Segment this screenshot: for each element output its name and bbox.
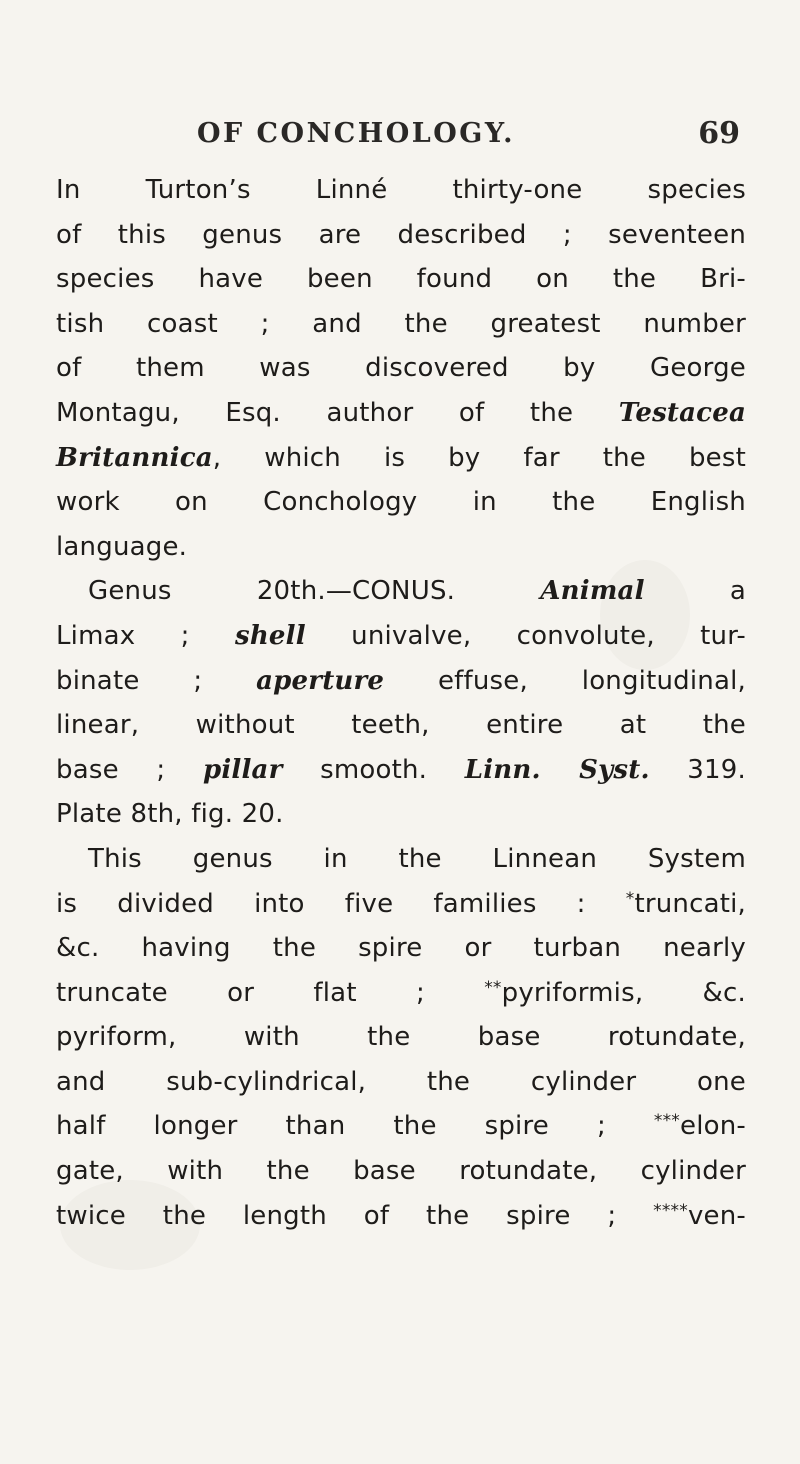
text-line (56, 257, 746, 302)
text-line (56, 480, 746, 525)
text-line (56, 213, 746, 258)
text-line (56, 1015, 746, 1060)
text-run: 319. (649, 754, 746, 785)
italic-text: Linn. Syst. (464, 754, 650, 785)
text-run: elon- (680, 1111, 746, 1142)
italic-text: shell (234, 620, 306, 651)
text-line (56, 1060, 746, 1105)
text-run: ven- (687, 1200, 746, 1231)
text-run: and sub-cylindrical, the cylinder one (56, 1066, 746, 1097)
text-run: pyriform, with the base rotundate, (56, 1022, 746, 1053)
text-run: base ; (56, 754, 203, 785)
text-run: tish coast ; and the greatest number (56, 308, 746, 339)
text-run: linear, without teeth, entire at the (56, 710, 746, 741)
italic-text: Britannica (56, 442, 213, 473)
text-line (56, 926, 746, 971)
text-line (56, 525, 746, 570)
footnote-mark: * (625, 888, 635, 909)
text-run: a (644, 576, 746, 607)
text-line (56, 1149, 746, 1194)
text-line (56, 1104, 746, 1149)
text-run: language. (56, 531, 188, 562)
text-run: In Turton’s Linné thirty-one species (56, 175, 746, 205)
text-line (56, 302, 746, 347)
text-run: effuse, longitudinal, (384, 665, 747, 696)
text-line (56, 1194, 746, 1239)
text-run: truncati, (634, 888, 746, 919)
text-run: truncate or flat ; (56, 977, 485, 1008)
text-run: work on Conchology in the English (56, 487, 746, 518)
text-line (56, 659, 746, 704)
text-run: , which is by far the best (212, 442, 746, 473)
italic-text: Animal (540, 576, 645, 607)
text-line (56, 882, 746, 927)
italic-text: pillar (202, 754, 283, 785)
text-line (56, 168, 746, 213)
running-head-title: OF CONCHOLOGY. (196, 118, 516, 149)
text-run: &c. having the spire or turban nearly (56, 933, 746, 964)
text-line (56, 614, 746, 659)
text-line (56, 748, 746, 793)
running-head (0, 118, 800, 158)
text-line (56, 569, 746, 614)
text-line (56, 792, 746, 837)
text-line (56, 703, 746, 748)
text-run: of this genus are described ; seventeen (56, 219, 746, 250)
text-run: species have been found on the Bri- (56, 264, 746, 295)
text-line (56, 436, 746, 481)
text-run: binate ; (56, 665, 257, 696)
body-text (56, 168, 746, 1238)
text-run: Genus 20th.—CONUS. (88, 576, 541, 607)
footnote-mark: ** (484, 977, 502, 998)
text-run: Montagu, Esq. author of the (56, 397, 619, 428)
text-run: pyriformis, &c. (501, 977, 746, 1008)
page-number: 69 (698, 116, 740, 151)
text-run: half longer than the spire ; (56, 1111, 654, 1142)
text-line (56, 346, 746, 391)
italic-text: aperture (256, 665, 385, 696)
footnote-mark: *** (653, 1111, 680, 1132)
text-run: Plate 8th, fig. 20. (56, 799, 284, 830)
text-line (56, 971, 746, 1016)
text-run: This genus in the Linnean System (88, 843, 746, 874)
text-line (56, 391, 746, 436)
footnote-mark: **** (653, 1200, 688, 1221)
text-run: Limax ; (56, 620, 235, 651)
text-run: is divided into five families : (56, 888, 626, 919)
text-line (56, 837, 746, 882)
text-run: univalve, convolute, tur- (305, 620, 747, 651)
text-run: smooth. (282, 754, 465, 785)
text-run: gate, with the base rotundate, cylinder (56, 1156, 746, 1187)
text-run: twice the length of the spire ; (56, 1200, 654, 1231)
italic-text: Testacea (618, 397, 746, 428)
text-run: of them was discovered by George (56, 353, 746, 384)
